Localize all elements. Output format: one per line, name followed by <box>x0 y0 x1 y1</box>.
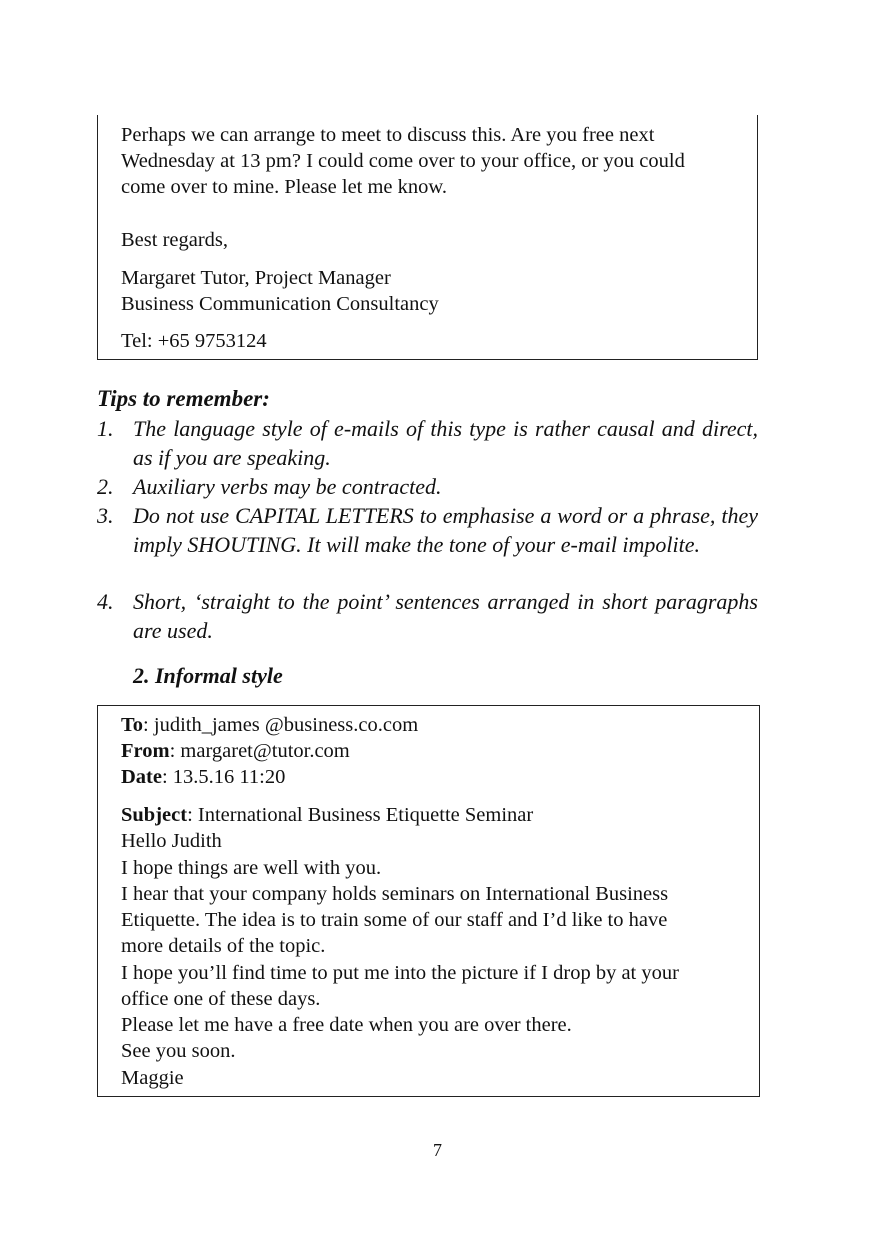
tip-number: 1. <box>97 416 114 441</box>
letter2-line: Please let me have a free date when you are over there. <box>121 1014 572 1036</box>
to-value: : judith_james @business.co.com <box>143 714 419 736</box>
letter1-signature-company: Business Communication Consultancy <box>121 293 439 315</box>
tip-text: Short, ‘straight to the point’ sentences arranged in short paragraphs are used. <box>133 589 758 643</box>
from-label: From <box>121 740 170 762</box>
letter1-signature-name: Margaret Tutor, Project Manager <box>121 267 391 289</box>
letter2-line: Maggie <box>121 1067 184 1089</box>
letter2-line: I hope you’ll find time to put me into the picture if I drop by at your <box>121 962 679 984</box>
tip-text: Auxiliary verbs may be contracted. <box>133 474 442 499</box>
letter1-line-2: Wednesday at 13 pm? I could come over to your office, or you could <box>121 150 685 172</box>
to-label: To <box>121 714 144 736</box>
tips-heading: Tips to remember: <box>97 386 270 411</box>
letter2-line: more details of the topic. <box>121 935 326 957</box>
tip-number: 2. <box>97 474 114 499</box>
email-from-field <box>121 738 350 764</box>
tip-number: 4. <box>97 589 114 614</box>
letter2-line: Hello Judith <box>121 830 222 852</box>
letter2-line: I hope things are well with you. <box>121 857 382 879</box>
letter1-closing: Best regards, <box>121 229 229 251</box>
subject-value: : International Business Etiquette Seminar <box>187 804 534 826</box>
date-label: Date <box>121 766 162 788</box>
letter2-line: Etiquette. The idea is to train some of our staff and I’d like to have <box>121 909 668 931</box>
letter1-line-1: Perhaps we can arrange to meet to discuss this. Are you free next <box>121 124 655 146</box>
section-heading: 2. Informal style <box>133 663 283 688</box>
letter1-line-3: come over to mine. Please let me know. <box>121 176 448 198</box>
email-to-field <box>121 712 418 738</box>
letter2-line: See you soon. <box>121 1040 236 1062</box>
email-date-field <box>121 764 285 790</box>
letter1-tel: Tel: +65 9753124 <box>121 330 267 352</box>
tip-number: 3. <box>97 503 114 528</box>
subject-label: Subject <box>121 804 188 826</box>
tip-text: The language style of e-mails of this type is rather causal and direct, as if you are speaking. <box>133 416 758 470</box>
letter2-line: I hear that your company holds seminars on International Business <box>121 883 669 905</box>
tip-text: Do not use CAPITAL LETTERS to emphasise a word or a phrase, they imply SHOUTING. It will make the tone of your e-mail impolite. <box>133 503 758 557</box>
page-number: 7 <box>433 1140 442 1160</box>
email-subject-field <box>121 802 533 828</box>
date-value: : 13.5.16 11:20 <box>161 766 286 788</box>
letter2-line: office one of these days. <box>121 988 321 1010</box>
from-value: : margaret@tutor.com <box>169 740 350 762</box>
